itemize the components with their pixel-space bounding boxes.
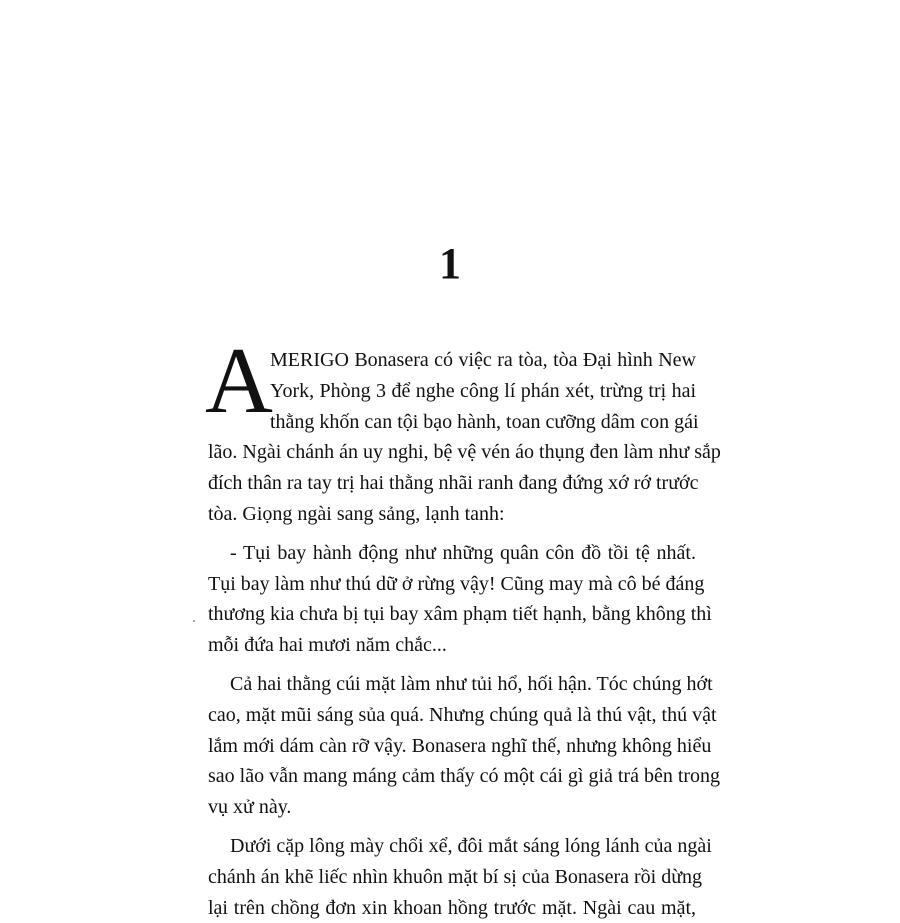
- text-line: đích thân ra tay trị hai thằng nhãi ranh đang đứng xớ rớ trước: [208, 472, 699, 495]
- scan-speck: [193, 620, 195, 622]
- paragraph-gap: [208, 661, 696, 669]
- text-line: Dưới cặp lông mày chổi xể, đôi mắt sáng lóng lánh của ngài: [230, 834, 712, 857]
- text-line: lại trên chồng đơn xin khoan hồng trước mặt. Ngài cau mặt,: [208, 896, 696, 919]
- paragraph-gap: [208, 823, 696, 831]
- body-text: [208, 345, 721, 923]
- drop-cap: A: [205, 329, 273, 433]
- text-line: chánh án khẽ liếc nhìn khuôn mặt bí sị của Bonasera rồi dừng: [208, 865, 703, 888]
- text-line: Tụi bay làm như thú dữ ở rừng vậy! Cũng may mà cô bé đáng: [208, 572, 705, 595]
- text-line: lão. Ngài chánh án uy nghi, bệ vệ vén áo thụng đen làm như sắp: [208, 441, 721, 464]
- text-line: cao, mặt mũi sáng sủa quá. Nhưng chúng quả là thú vật, thú vật: [208, 703, 717, 726]
- text-line: tòa. Giọng ngài sang sảng, lạnh tanh:: [208, 502, 505, 525]
- text-line: thằng khốn can tội bạo hành, toan cưỡng dâm con gái: [270, 410, 699, 433]
- text-line: - Tụi bay hành động như những quân côn đồ tồi tệ nhất.: [230, 541, 696, 564]
- paragraph-gap: [208, 530, 696, 538]
- text-line: thương kia chưa bị tụi bay xâm phạm tiết hạnh, bằng không thì: [208, 603, 712, 626]
- text-line: mỗi đứa hai mươi năm chắc...: [208, 634, 447, 657]
- text-line: vụ xử này.: [208, 796, 292, 819]
- text-line: York, Phòng 3 để nghe công lí phán xét, trừng trị hai: [270, 379, 696, 402]
- text-line: sao lão vẫn mang máng cảm thấy có một cái gì giả trá bên trong: [208, 765, 721, 788]
- chapter-number: 1: [439, 239, 461, 288]
- text-line: Cả hai thằng cúi mặt làm như tủi hổ, hối hận. Tóc chúng hớt: [230, 672, 713, 695]
- text-line: lắm mới dám càn rỡ vậy. Bonasera nghĩ thế, nhưng không hiểu: [208, 734, 712, 757]
- text-line: MERIGO Bonasera có việc ra tòa, tòa Đại hình New: [270, 349, 696, 371]
